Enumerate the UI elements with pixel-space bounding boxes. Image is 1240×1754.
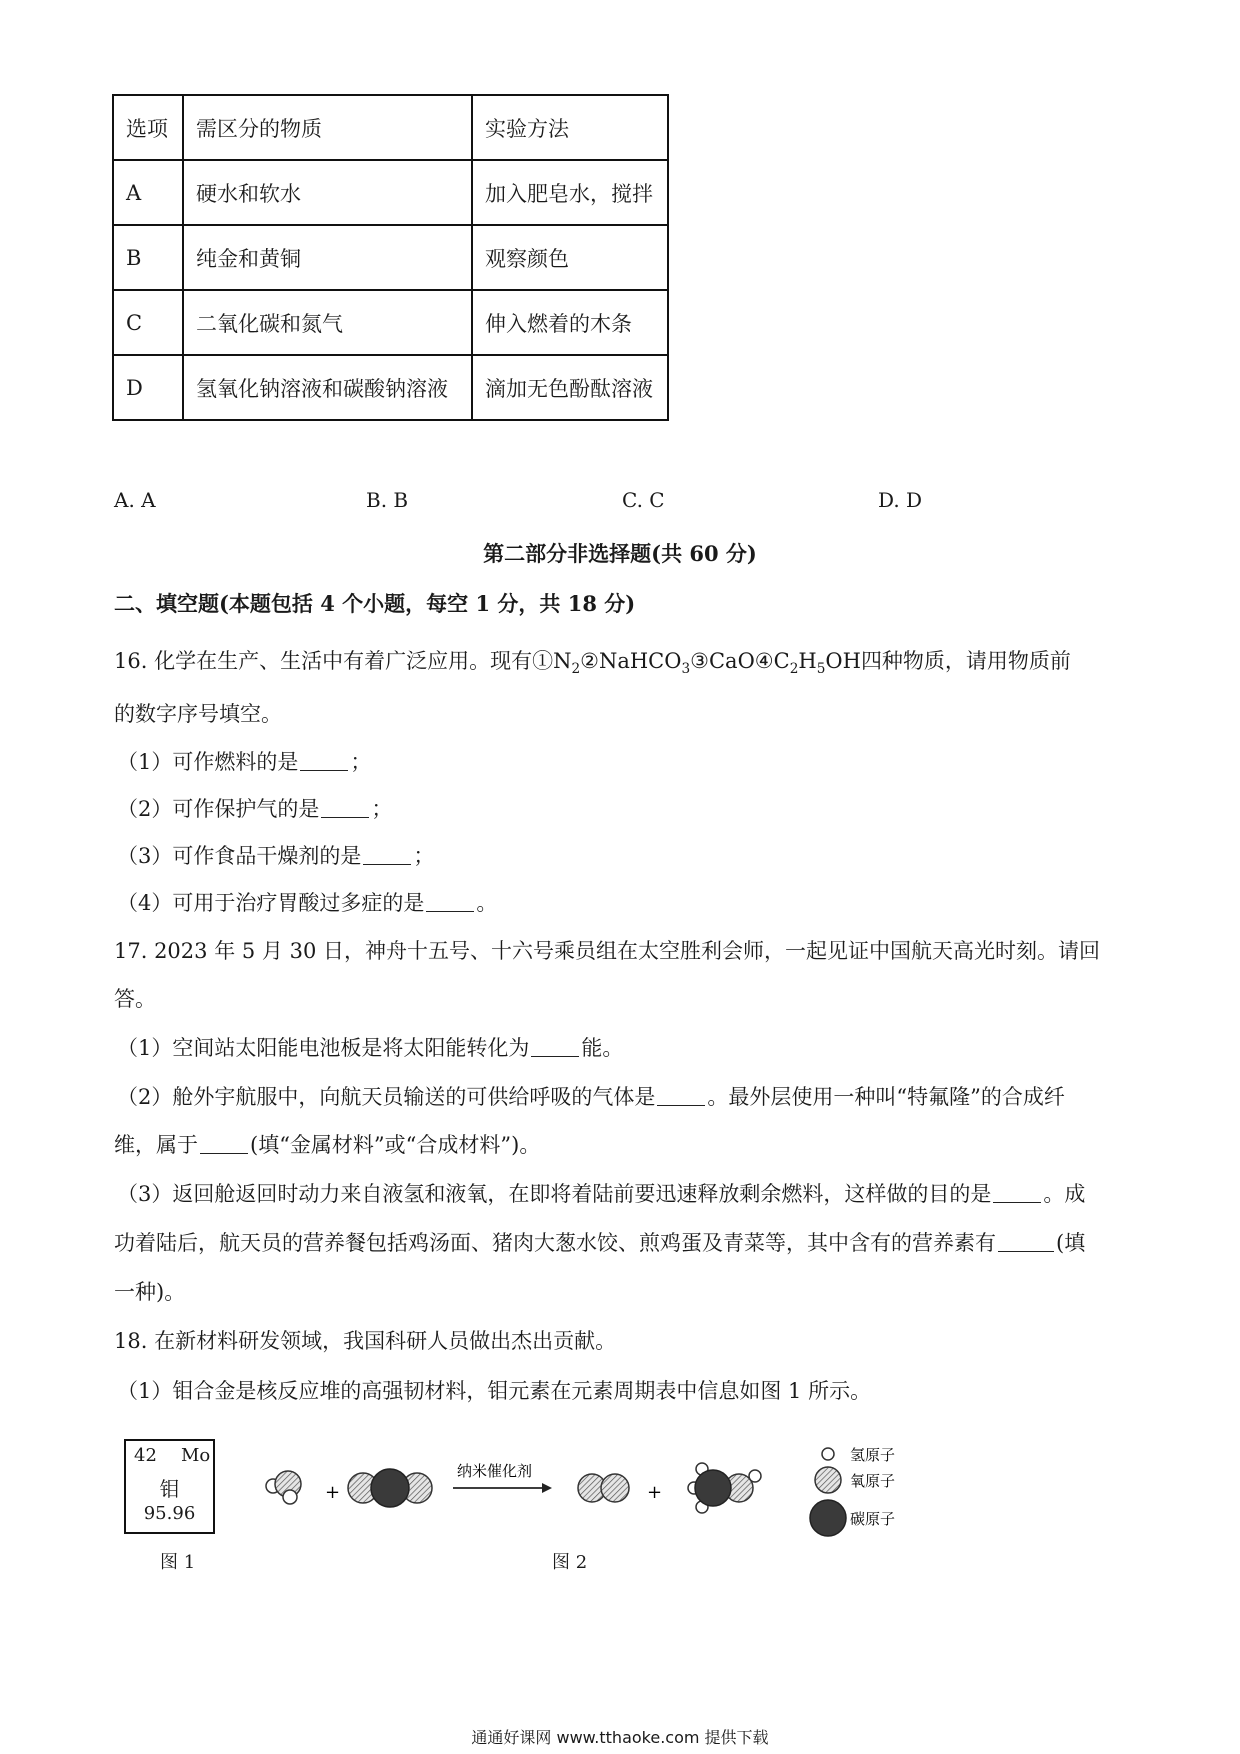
- carbon-atom: [695, 1470, 731, 1506]
- legend-carbon: 碳原子: [850, 1510, 896, 1528]
- atomic-mass: 95.96: [143, 1503, 196, 1524]
- table-header-row: [113, 95, 668, 160]
- molecule-n2: $①N_2$: [532, 649, 581, 678]
- q17-part2: [117, 1081, 1065, 1111]
- table-cell: 滴加无色酚酞溶液: [472, 355, 668, 420]
- table-cell: 硬水和软水: [183, 160, 472, 225]
- q16-part1: （1）可作燃料的是 ；: [117, 750, 372, 774]
- q17-part2-text: （2）舱外宇航服中，向航天员输送的可供给呼吸的气体是: [117, 1085, 656, 1109]
- reaction-arrow: [453, 1462, 552, 1493]
- table-cell: D: [113, 355, 183, 420]
- q17-stem: 17. 2023 年 5 月 30 日，神舟十五号、十六号乘员组在太空胜利会师，一起见证中国航天高光时刻。请回: [114, 939, 1100, 963]
- molecule-ethanol-text: ④C: [754, 649, 790, 673]
- answer-blank[interactable]: [993, 1181, 1041, 1203]
- q16-stem-text: 16. 化学在生产、生活中有着广泛应用。现有: [114, 649, 533, 673]
- table-header-cell: 需区分的物质: [183, 95, 472, 160]
- q17-part1-text: （1）空间站太阳能电池板是将太阳能转化为: [117, 1036, 530, 1060]
- carbon-atom: [371, 1469, 409, 1507]
- table-cell: 二氧化碳和氮气: [183, 290, 472, 355]
- answer-choice-d[interactable]: D. D: [878, 488, 923, 512]
- answer-blank[interactable]: [363, 843, 411, 865]
- oxygen-atom: [601, 1474, 629, 1502]
- answer-choice-c[interactable]: C. C: [622, 488, 665, 512]
- element-name: 钼: [159, 1477, 180, 1501]
- plus-sign: +: [647, 1482, 663, 1503]
- answer-blank[interactable]: [321, 796, 369, 818]
- catalyst-label: 纳米催化剂: [457, 1462, 533, 1480]
- water-molecule: [266, 1471, 301, 1504]
- o2-molecule: [578, 1474, 629, 1502]
- q16-part1-text: （1）可作燃料的是: [117, 750, 299, 774]
- q17-part3: [117, 1178, 1085, 1208]
- q17-part3-cont: [114, 1227, 1085, 1257]
- table-cell: B: [113, 225, 183, 290]
- q17-part1-text-b: 能。: [581, 1036, 624, 1060]
- answer-blank[interactable]: [200, 1132, 248, 1154]
- page-footer: 通通好课网 www.tthaoke.com 提供下载: [471, 1728, 769, 1747]
- molecule-cao: ③CaO: [690, 649, 755, 673]
- hydrogen-legend-icon: [822, 1448, 834, 1460]
- answer-choice-a[interactable]: A. A: [114, 488, 156, 512]
- hydrogen-atom: [749, 1470, 761, 1482]
- q17-part2-text-c: 维，属于: [114, 1133, 198, 1157]
- q17-part3-text-c: 功着陆后，航天员的营养餐包括鸡汤面、猪肉大葱水饺、煎鸡蛋及青菜等，其中含有的营养素有: [114, 1231, 996, 1255]
- q17-stem-b: 答。: [114, 987, 156, 1011]
- answer-blank[interactable]: [426, 890, 474, 912]
- periodic-cell-molybdenum: [124, 1439, 215, 1534]
- table-cell: 加入肥皂水，搅拌: [472, 160, 668, 225]
- q17-part3-end: 一种)。: [114, 1280, 186, 1304]
- molecule-n2-text: ①N: [532, 649, 572, 673]
- q18-part1: （1）钼合金是核反应堆的高强韧材料，钼元素在元素周期表中信息如图 1 所示。: [117, 1379, 872, 1403]
- q16-part3-text: （3）可作食品干燥剂的是: [117, 844, 362, 868]
- atomic-number: 42: [134, 1445, 157, 1466]
- co2-molecule: [348, 1469, 432, 1507]
- answer-blank[interactable]: [300, 749, 348, 771]
- q16-part4: （4）可用于治疗胃酸过多症的是 。: [117, 891, 498, 915]
- table-header-cell: 实验方法: [472, 95, 668, 160]
- table-cell: 伸入燃着的木条: [472, 290, 668, 355]
- reaction-diagram: [250, 1440, 910, 1540]
- table-row: [113, 160, 668, 225]
- figure1-caption: 图 1: [160, 1552, 196, 1573]
- answer-blank[interactable]: [657, 1084, 705, 1106]
- table-cell: C: [113, 290, 183, 355]
- table-header-cell: 选项: [113, 95, 183, 160]
- molecule-nahco3-text: ②NaHCO: [580, 649, 682, 673]
- q17-part2-text-b: 。最外层使用一种叫“特氟隆”的合成纤: [707, 1085, 1065, 1109]
- q16-stem: [114, 645, 1071, 677]
- q17-part3-text-b: 。成: [1043, 1182, 1086, 1206]
- plus-sign: +: [325, 1482, 341, 1503]
- section2-title: 二、填空题(本题包括 4 个小题，每空 1 分，共 18 分): [114, 591, 636, 616]
- table-row: [113, 225, 668, 290]
- hydrogen-atom: [283, 1490, 297, 1504]
- q18-stem: 18. 在新材料研发领域，我国科研人员做出杰出贡献。: [114, 1329, 617, 1353]
- q17-part3-text: （3）返回舱返回时动力来自液氢和液氧，在即将着陆前要迅速释放剩余燃料，这样做的目的是: [117, 1182, 992, 1206]
- table-row: [113, 355, 668, 420]
- q16-part4-text: （4）可用于治疗胃酸过多症的是: [117, 891, 425, 915]
- carbon-legend-icon: [810, 1500, 846, 1536]
- options-table: [112, 94, 669, 421]
- q16-stem-text-b: 四种物质，请用物质前: [860, 649, 1071, 673]
- table-row: [113, 290, 668, 355]
- legend-oxygen: 氧原子: [850, 1472, 896, 1490]
- atom-legend: [810, 1446, 895, 1536]
- q17-part1: [117, 1032, 623, 1062]
- arrow-head: [542, 1483, 552, 1493]
- answer-blank[interactable]: [998, 1230, 1054, 1252]
- oxygen-legend-icon: [815, 1467, 841, 1493]
- molecule-ethanol: $④C_2H_5OH$: [754, 649, 861, 678]
- q16-part3: （3）可作食品干燥剂的是 ；: [117, 844, 435, 868]
- q16-part2-text: （2）可作保护气的是: [117, 797, 320, 821]
- table-cell: 氢氧化钠溶液和碳酸钠溶液: [183, 355, 472, 420]
- methanol-molecule: [688, 1463, 761, 1513]
- table-cell: 观察颜色: [472, 225, 668, 290]
- q17-part2-text-d: (填“金属材料”或“合成材料”)。: [250, 1133, 541, 1157]
- molecule-nahco3: ②NaHCO$_3$: [580, 649, 691, 678]
- legend-hydrogen: 氢原子: [850, 1446, 896, 1464]
- q17-part2-cont: [114, 1129, 540, 1159]
- element-symbol: Mo: [181, 1445, 211, 1466]
- answer-choice-b[interactable]: B. B: [366, 488, 409, 512]
- answer-blank[interactable]: [531, 1035, 579, 1057]
- part2-title: 第二部分非选择题(共 60 分): [483, 541, 757, 566]
- q17-part3-text-d: (填: [1056, 1231, 1086, 1255]
- table-cell: 纯金和黄铜: [183, 225, 472, 290]
- q16-part2: （2）可作保护气的是 ；: [117, 797, 393, 821]
- figure2-caption: 图 2: [552, 1552, 588, 1573]
- q16-stem-c: 的数字序号填空。: [114, 702, 282, 726]
- table-cell: A: [113, 160, 183, 225]
